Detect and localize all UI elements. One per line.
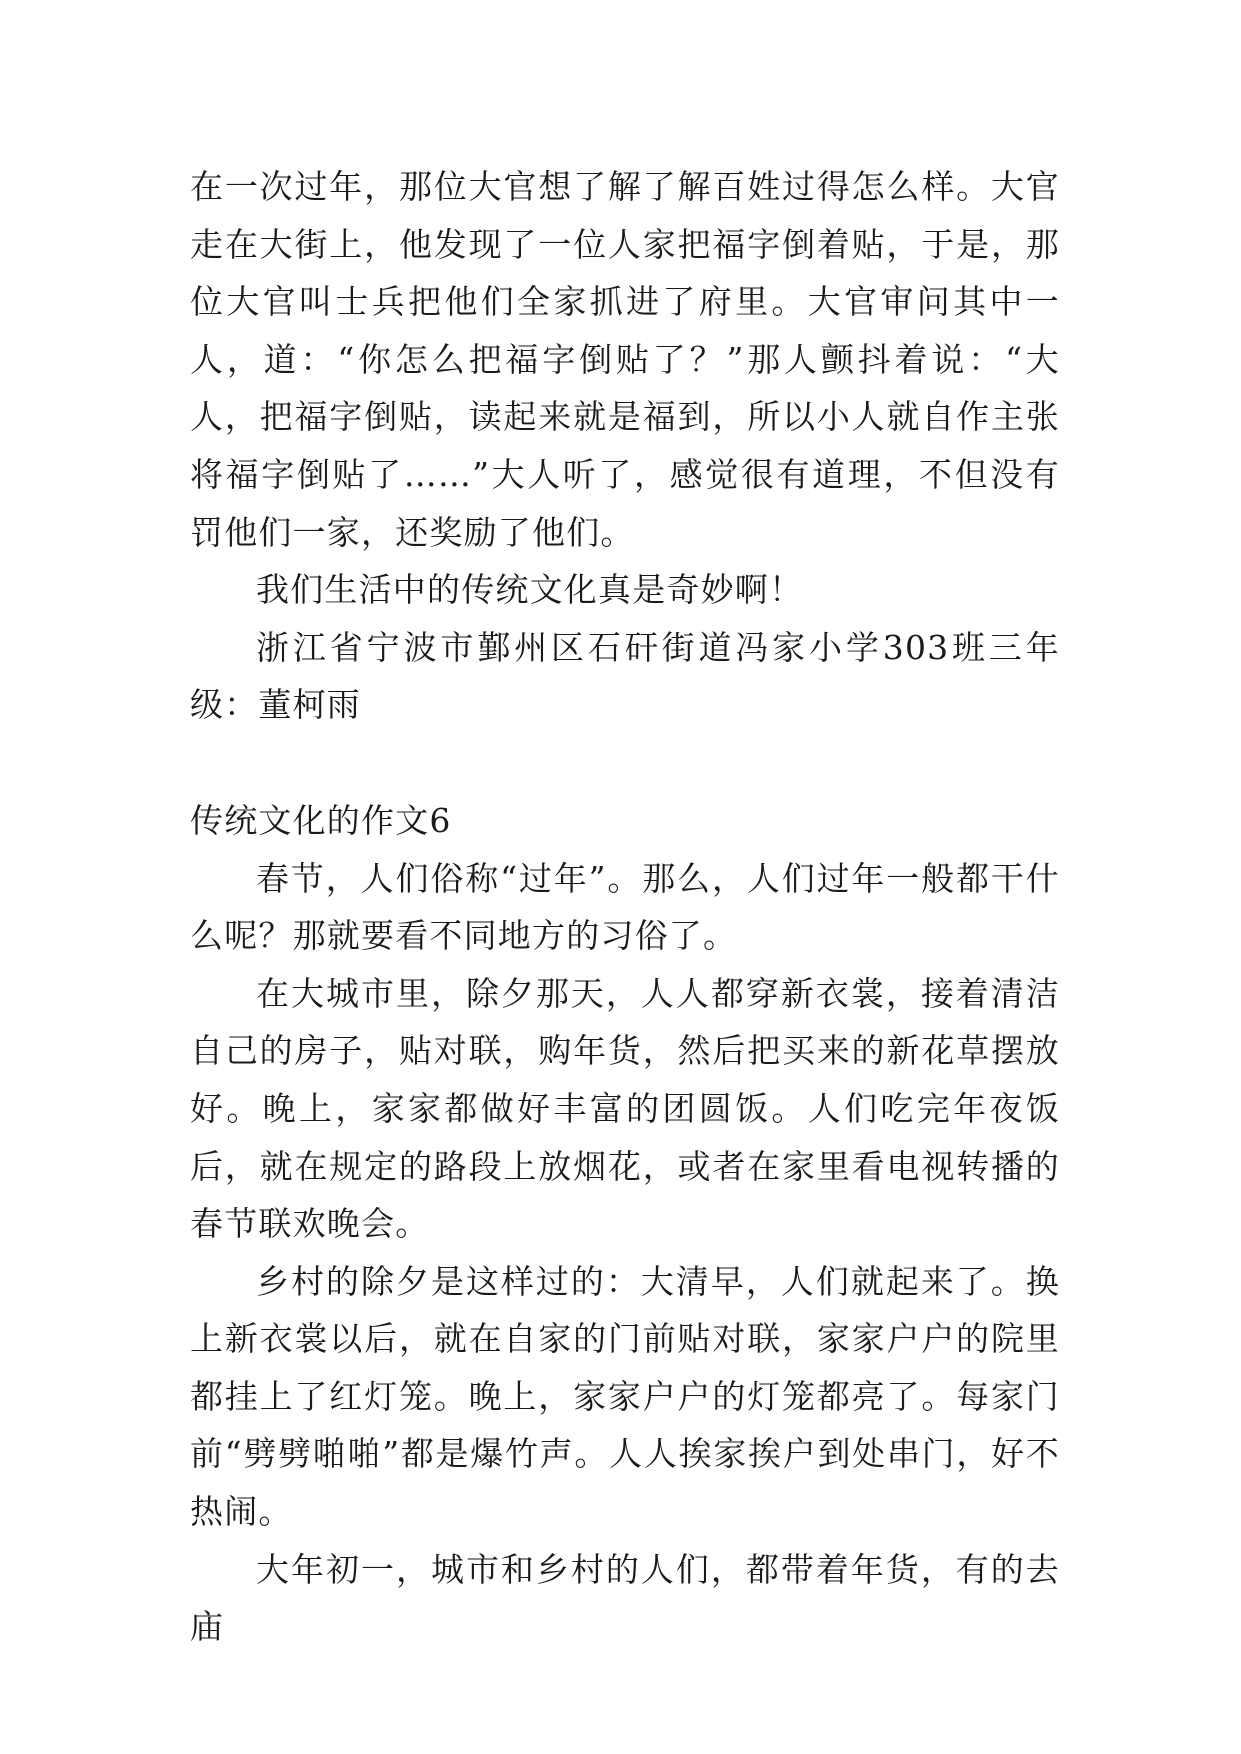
essay-paragraph-3: 乡村的除夕是这样过的：大清早，人们就起来了。换上新衣裳以后，就在自家的门前贴对联，家家户户的院里都挂上了红灯笼。晚上，家家户户的灯笼都亮了。每家门前“劈劈啪啪”都是爆竹声。人人挨家挨户到处串门，好不热闹。 bbox=[190, 1261, 1060, 1532]
essay-paragraph-4: 大年初一，城市和乡村的人们，都带着年货，有的去庙 bbox=[190, 1549, 1060, 1647]
essay-paragraph-2: 在大城市里，除夕那天，人人都穿新衣裳，接着清洁自己的房子，贴对联，购年货，然后把买来的新花草摆放好。晚上，家家都做好丰富的团圆饭。人们吃完年夜饭后，就在规定的路段上放烟花，或者在家里看电视转播的春节联欢晚会。 bbox=[190, 973, 1060, 1244]
story-paragraph: 在一次过年，那位大官想了解了解百姓过得怎么样。大官走在大街上，他发现了一位人家把福字倒着贴，于是，那位大官叫士兵把他们全家抓进了府里。大官审问其中一人，道：“你怎么把福字倒贴了？”那人颤抖着说：“大人，把福字倒贴，读起来就是福到，所以小人就自作主张将福字倒贴了……”大人听了，感觉很有道理，不但没有罚他们一家，还奖励了他们。 bbox=[190, 167, 1060, 552]
author-line: 浙江省宁波市鄞州区石矸街道冯家小学303班三年级：董柯雨 bbox=[190, 627, 1060, 725]
essay-paragraph-1: 春节，人们俗称“过年”。那么，人们过年一般都干什么呢？那就要看不同地方的习俗了。 bbox=[190, 858, 1060, 956]
closing-paragraph: 我们生活中的传统文化真是奇妙啊！ bbox=[256, 570, 804, 610]
essay-title: 传统文化的作文6 bbox=[190, 800, 452, 840]
document-body bbox=[190, 158, 1060, 1656]
